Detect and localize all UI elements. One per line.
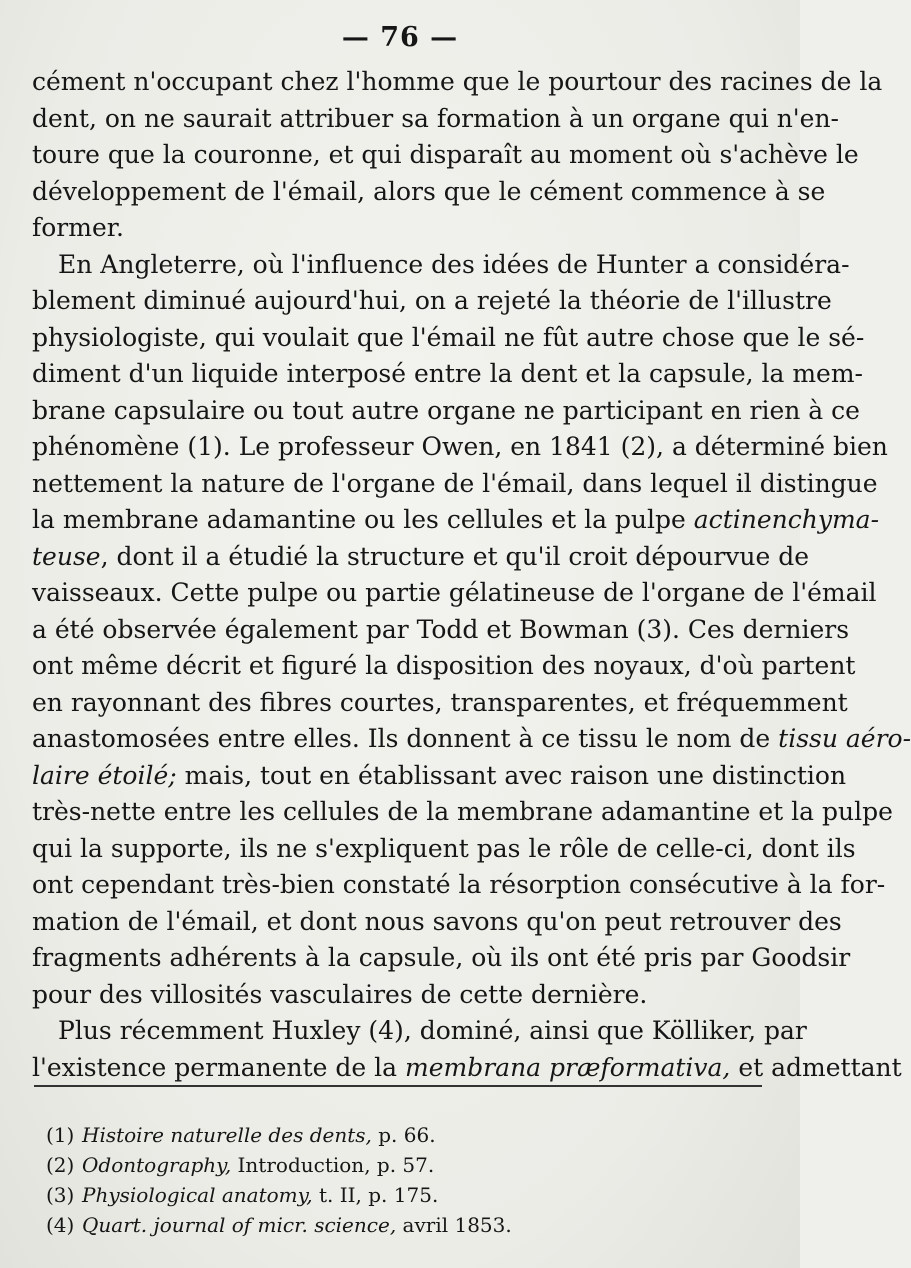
footnotes xyxy=(46,1120,746,1240)
italic-text: teuse xyxy=(32,541,101,571)
text-line xyxy=(32,247,850,284)
text-line xyxy=(32,977,762,1014)
text-line xyxy=(32,721,911,758)
text-run: fragments adhérents à la capsule, où ils ont été pris par Goodsir xyxy=(32,943,851,972)
italic-text: Physiological anatomy, xyxy=(82,1183,313,1207)
text-run: nettement la nature de l'organe de l'émail, dans lequel il distingue xyxy=(32,468,878,498)
text-line xyxy=(32,64,883,101)
text-line xyxy=(32,940,851,977)
text-run: dent, on ne saurait attribuer sa formation à un organe qui n'en- xyxy=(32,103,840,133)
text-line xyxy=(32,867,886,904)
text-line xyxy=(32,320,865,357)
text-line xyxy=(32,612,850,649)
italic-text: tissu aéro- xyxy=(778,724,911,753)
text-run: p. 66. xyxy=(371,1123,436,1147)
text-run: blement diminué aujourd'hui, on a rejeté la théorie de l'illustre xyxy=(32,286,832,315)
italic-text: membrana præformativa, xyxy=(405,1052,731,1082)
text-run: mation de l'émail, et dont nous savons qu'on peut retrouver des xyxy=(32,906,842,936)
text-run: très-nette entre les cellules de la membrane adamantine et la pulpe xyxy=(32,797,893,826)
footnote-separator xyxy=(34,1085,762,1087)
text-run: a été observée également par Todd et Bowman (3). Ces derniers xyxy=(32,614,850,644)
text-run: en rayonnant des fibres courtes, transparentes, et fréquemment xyxy=(32,687,848,717)
text-run: t. II, p. 175. xyxy=(312,1183,439,1207)
text-line xyxy=(32,174,826,211)
italic-text: Histoire naturelle des dents, xyxy=(82,1123,372,1147)
text-run: toure que la couronne, et qui disparaît au moment où s'achève le xyxy=(32,140,859,169)
text-line xyxy=(32,466,878,503)
text-line xyxy=(32,393,860,430)
text-line xyxy=(32,831,856,868)
page-number: — 76 — xyxy=(341,22,459,53)
text-line xyxy=(32,575,877,612)
italic-text: Quart. journal of micr. science, xyxy=(82,1213,397,1237)
footnote xyxy=(46,1150,746,1180)
text-line xyxy=(32,502,880,539)
text-run: brane capsulaire ou tout autre organe ne participant en rien à ce xyxy=(32,395,860,425)
text-line xyxy=(32,283,832,320)
footnote xyxy=(46,1120,746,1150)
text-line xyxy=(32,758,847,795)
text-run: physiologiste, qui voulait que l'émail ne fût autre chose que le sé- xyxy=(32,322,865,352)
text-line xyxy=(32,429,888,466)
text-line xyxy=(32,1050,902,1087)
footnote-number: (1) xyxy=(46,1123,75,1147)
footnote-number: (4) xyxy=(46,1213,75,1237)
text-run: cément n'occupant chez l'homme que le pourtour des racines de la xyxy=(32,67,883,96)
text-line xyxy=(32,685,848,722)
text-run: qui la supporte, ils ne s'expliquent pas le rôle de celle-ci, dont ils xyxy=(32,833,856,863)
text-run: avril 1853. xyxy=(396,1213,512,1237)
footnote-number: (3) xyxy=(46,1183,75,1207)
text-line xyxy=(32,356,864,393)
text-line xyxy=(32,210,762,247)
footnote xyxy=(46,1180,746,1210)
text-run: l'existence permanente de la xyxy=(32,1052,406,1082)
text-run: et admettant xyxy=(730,1052,902,1082)
text-line xyxy=(32,137,859,174)
text-run: En Angleterre, où l'influence des idées de Hunter a considéra- xyxy=(58,249,850,279)
footnote-number: (2) xyxy=(46,1153,75,1177)
text-line xyxy=(32,648,856,685)
text-run: diment d'un liquide interposé entre la dent et la capsule, la mem- xyxy=(32,359,864,388)
text-line xyxy=(32,794,893,831)
text-run: former. xyxy=(32,213,124,242)
italic-text: Odontography, xyxy=(82,1153,232,1177)
text-run: mais, tout en établissant avec raison une distinction xyxy=(176,760,847,790)
text-run: pour des villosités vasculaires de cette dernière. xyxy=(32,979,648,1009)
text-run: Introduction, p. 57. xyxy=(231,1153,435,1177)
italic-text: laire étoilé; xyxy=(32,760,177,790)
text-line xyxy=(32,539,810,576)
text-run: phénomène (1). Le professeur Owen, en 1841 (2), a déterminé bien xyxy=(32,432,888,461)
text-run: anastomosées entre elles. Ils donnent à ce tissu le nom de xyxy=(32,724,779,753)
text-run: vaisseaux. Cette pulpe ou partie gélatineuse de l'organe de l'émail xyxy=(32,578,877,607)
text-line xyxy=(32,904,842,941)
text-run: ont cependant très-bien constaté la résorption consécutive à la for- xyxy=(32,870,886,899)
italic-text: actinenchyma- xyxy=(693,505,880,534)
text-line xyxy=(32,101,840,138)
text-run: développement de l'émail, alors que le cément commence à se xyxy=(32,176,826,206)
text-run: , dont il a étudié la structure et qu'il croit dépourvue de xyxy=(100,541,810,571)
text-run: Plus récemment Huxley (4), dominé, ainsi que Kölliker, par xyxy=(58,1016,807,1045)
text-run: la membrane adamantine ou les cellules et la pulpe xyxy=(32,505,694,534)
footnote xyxy=(46,1210,746,1240)
text-line xyxy=(32,1013,807,1050)
body-text xyxy=(32,64,911,1086)
text-run: ont même décrit et figuré la disposition des noyaux, d'où partent xyxy=(32,651,856,680)
